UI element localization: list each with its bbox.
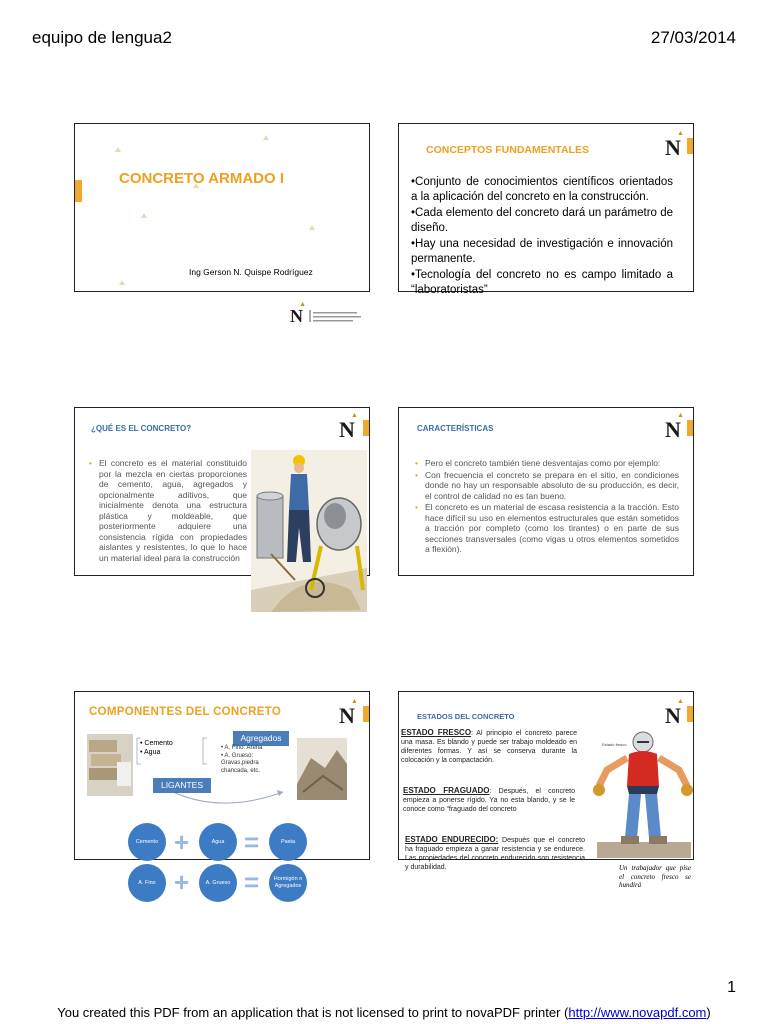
slide-que-es-concreto <box>74 407 370 576</box>
cement-bags-photo <box>87 734 133 796</box>
equals-icon: = <box>244 827 260 857</box>
state-hardened <box>405 835 585 872</box>
bullet-item: •Cada elemento del concreto dará un parámetro de diseño. <box>411 207 673 234</box>
page-number: 1 <box>727 979 736 996</box>
circle-water: Agua <box>199 823 237 861</box>
state-set-text: : Después, el concreto empieza a ponerse rígido. Ya no esta blando, y se le conoce como “fraguado del concreto <box>403 788 575 813</box>
state-set <box>403 786 575 814</box>
slide-title: CONCRETO ARMADO I <box>119 170 284 187</box>
slide-title: COMPONENTES DEL CONCRETO <box>89 706 282 718</box>
university-logo: N ▲ <box>339 411 358 442</box>
list-item: • A. Grueso: Gravas,piedra chancada, etc. <box>221 752 261 774</box>
accent-bar <box>363 420 369 436</box>
slide-title: CONCEPTOS FUNDAMENTALES <box>426 144 589 156</box>
aggregates-list <box>221 745 283 775</box>
equals-icon: = <box>244 867 260 897</box>
state-fresh-text: : Al principio el concreto parece una masa. Es blando y puede ser trabajo moldeado en diferentes formas. Y así se conserva durante la colocación y la compactación. <box>401 730 577 764</box>
worker-mixer-illustration <box>251 450 367 612</box>
circle-coarse-aggregate: A. Grueso <box>199 864 237 902</box>
decor-triangle <box>119 280 125 285</box>
slide-body <box>411 175 673 299</box>
university-logo: N ▲ <box>665 411 684 442</box>
document-date: 27/03/2014 <box>650 28 736 47</box>
decor-triangle <box>141 213 147 218</box>
slide-title: CARACTERÍSTICAS <box>417 424 494 433</box>
slide-componentes <box>74 691 370 897</box>
state-set-label: ESTADO FRAGUADO <box>403 786 490 795</box>
state-hardened-text: Después que el concreto ha fraguado empieza a ganar resistencia y se endurece. Las propiedades del concreto endurecido son resistencia y durabilidad. <box>405 837 585 871</box>
circle-fine-aggregate: A. Fino <box>128 864 166 902</box>
university-logo: N ▲ <box>290 300 306 326</box>
plus-icon: + <box>174 867 190 897</box>
figure-label: Estado fresco <box>602 742 627 747</box>
slide-author: Ing Gerson N. Quispe Rodríguez <box>189 267 313 277</box>
footer-end: ) <box>706 1005 711 1020</box>
bullet-item: •Conjunto de conocimientos científicos orientados a la aplicación del concreto en la construcción. <box>411 176 673 203</box>
bullet-item: •Tecnología del concreto no es campo limitado a “laboratoristas” <box>411 269 673 296</box>
binders-tag: LIGANTES <box>153 778 211 793</box>
state-fresh <box>401 728 577 765</box>
decor-triangle <box>263 135 269 140</box>
accent-bar <box>75 180 82 202</box>
bullet-item: • Con frecuencia el concreto se prepara en el sitio, en condiciones donde no hay un responsable absoluto de su producción, es decir, el control de calidad no es tan bueno. <box>415 470 679 502</box>
slide-conceptos <box>398 123 694 296</box>
aggregates-tag: Agregados <box>233 731 289 746</box>
accent-bar <box>687 138 693 154</box>
accent-bar <box>687 706 693 722</box>
concrete-worker-illustration <box>595 728 693 862</box>
slide-estados <box>398 691 694 889</box>
slide-concreto-armado <box>74 123 370 326</box>
decor-triangle <box>309 225 315 230</box>
novapdf-link[interactable]: http://www.novapdf.com <box>568 1005 707 1020</box>
slide-body <box>415 458 679 556</box>
slide-title: ¿QUÉ ES EL CONCRETO? <box>91 424 192 433</box>
bullet-item: • El concreto es el material constituido por la mezcla en ciertas proporciones de cemento, agua, agregados y opcionalmente aditivos, que inicialmente denota una estructura plástica y moldeable, que posteriormente adquiere una consistencia rígida con propiedades aislantes y resistentes, lo que lo hace un material ideal para la construcción <box>89 458 247 563</box>
university-logo: N ▲ <box>339 697 358 728</box>
footer-text: You created this PDF from an application that is not licensed to print to novaPDF printer ( <box>57 1005 569 1020</box>
accent-bar <box>363 706 369 722</box>
plus-icon: + <box>174 827 190 857</box>
list-item: • A. Fino: Arena <box>221 745 263 751</box>
document-title: equipo de lengua2 <box>32 28 172 47</box>
accent-bar <box>687 420 693 436</box>
circle-hormigon: Hormigón o Agregados <box>269 864 307 902</box>
decor-triangle <box>115 147 121 152</box>
state-hardened-label: ESTADO ENDURECIDO: <box>405 835 499 844</box>
bullet-item: •Hay una necesidad de investigación e innovación permanente. <box>411 238 673 265</box>
circle-cement: Cemento <box>128 823 166 861</box>
list-item: • Cemento <box>140 740 173 747</box>
aggregates-quarry-photo <box>297 738 347 800</box>
circle-paste: Pasta <box>269 823 307 861</box>
slide-title: ESTADOS DEL CONCRETO <box>417 712 515 721</box>
footer-notice <box>0 1005 768 1020</box>
bullet-item: • El concreto es un material de escasa resistencia a la tracción. Esto hace difícil su uso en elementos estructurales que están sometidos a tracción por completo (como los tirantes) o en parte de sus secciones transversales (como vigas u otros elementos sometidos a flexión). <box>415 502 679 555</box>
university-logo: N ▲ <box>665 129 684 160</box>
university-logo: N ▲ <box>665 697 684 728</box>
list-item: • Agua <box>140 749 161 756</box>
university-logo-text <box>309 308 361 324</box>
slide-body <box>89 458 247 563</box>
bullet-item: • Pero el concreto también tiene desventajas como por ejemplo: <box>415 458 679 469</box>
state-fresh-label: ESTADO FRESCO <box>401 728 472 737</box>
figure-caption: Un trabajador que pise el concreto fresco se hundirá <box>619 864 691 889</box>
slide-caracteristicas <box>398 407 694 576</box>
